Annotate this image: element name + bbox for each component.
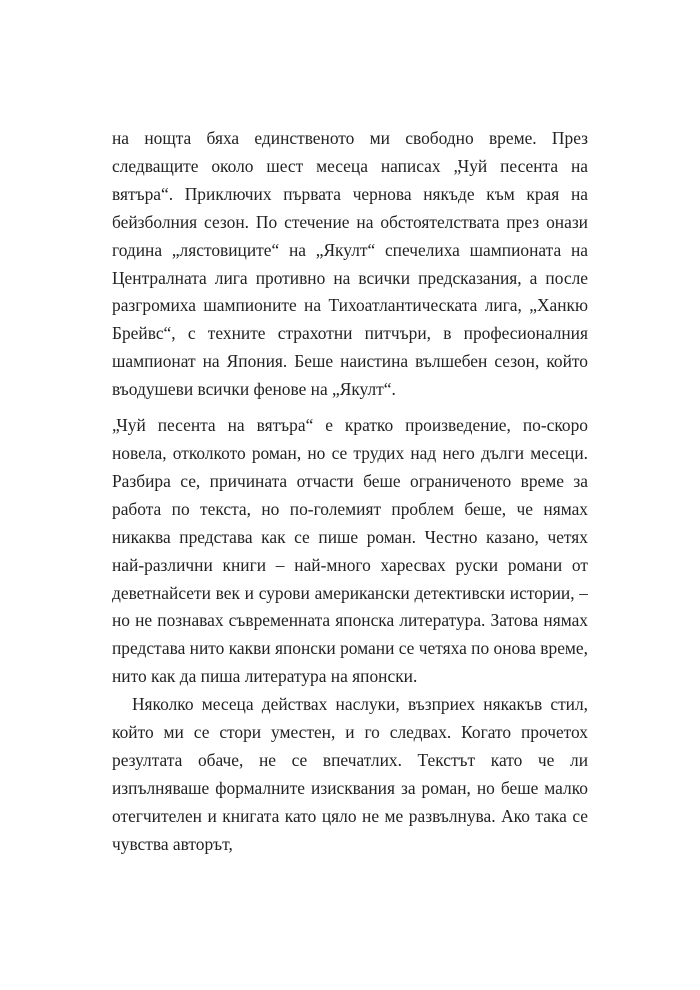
paragraph-1: на нощта бяха единственото ми свободно време. През следващите около шест месеца написах „Чуй песента на вятъра“. Приключих първата чернова някъде към края на бейзболния сезон. По стечение на обстоятелствата през онази година „лястовиците“ на „Якулт“ спечелиха шампионата на Централната лига противно на всички предсказания, а после разгромиха шампионите на Тихоатлантическата лига, „Ханкю Брейвс“, с техните страхотни питчъри, в професионалния шампионат на Япония. Беше наистина вълшебен сезон, който въодушеви всички фенове на „Якулт“.: [112, 128, 588, 400]
page-text: [112, 125, 588, 859]
paragraph-2: „Чуй песента на вятъра“ е кратко произведение, по-скоро новела, отколкото роман, но се трудих над него дълги месеци. Разбира се, причината отчасти беше ограниченото време за работа по текста, но по-големият проблем беше, че нямах никаква представа как се пише роман. Честно казано, четях най-различни книги – най-много харесвах руски романи от деветнайсети век и сурови американски детективски истории, – но не познавах съвременната японска литература. Затова нямах представа нито какви японски романи се четяха по онова време, нито как да пиша литература на японски.: [112, 415, 588, 687]
paragraph-3: Няколко месеца действах наслуки, възприех някакъв стил, който ми се стори уместен, и го следвах. Когато прочетох резултата обаче, не се впечатлих. Текстът като че ли изпълняваше формалните изисквания за роман, но беше малко отегчителен и книгата като цяло не ме развълнува. Ако така се чувства авторът,: [112, 694, 588, 854]
